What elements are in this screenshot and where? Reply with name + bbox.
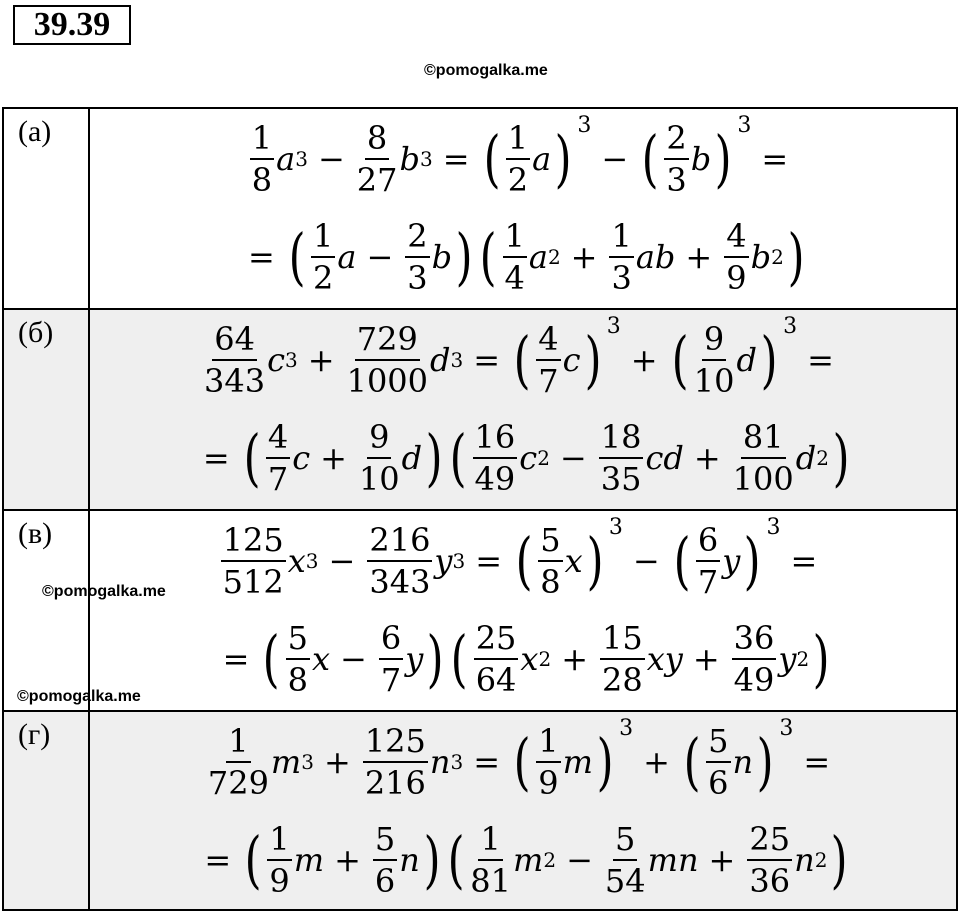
variable: b [690, 140, 712, 178]
variable: a [528, 237, 548, 276]
denominator: 343 [369, 563, 431, 601]
numerator: 1 [609, 216, 633, 258]
denominator: 343 [204, 362, 266, 400]
fraction [208, 721, 269, 803]
variable: m [512, 840, 544, 879]
numerator: 1 [267, 819, 291, 861]
fraction [538, 520, 562, 602]
variable: c [519, 438, 538, 477]
denominator: 7 [267, 459, 289, 498]
fraction [536, 721, 560, 803]
fraction [605, 819, 646, 901]
exponent: 3 [305, 549, 319, 573]
denominator: 10 [693, 362, 735, 400]
operator: = [202, 438, 230, 477]
denominator: 4 [504, 258, 525, 297]
solution-row [3, 309, 957, 510]
fraction [694, 319, 735, 401]
numerator: 4 [724, 216, 748, 258]
operator: − [632, 542, 660, 580]
variable: m [293, 840, 325, 879]
operator: = [247, 237, 275, 276]
variable: n [429, 743, 451, 781]
operator: + [570, 237, 598, 276]
numerator: 5 [538, 520, 562, 562]
variable: b [399, 140, 420, 178]
denominator: 2 [313, 258, 334, 297]
denominator: 9 [726, 258, 747, 297]
left-paren: ( [451, 621, 469, 695]
right-paren: ) [426, 621, 444, 695]
fraction [473, 417, 518, 499]
fraction [266, 417, 290, 499]
numerator: 18 [599, 417, 644, 459]
variable: xy [646, 639, 683, 678]
operator: = [761, 140, 789, 178]
operator: + [324, 743, 351, 781]
exponent: 3 [452, 549, 466, 573]
left-paren: ( [263, 621, 280, 695]
left-paren: ( [479, 219, 497, 293]
left-paren: ( [683, 725, 701, 798]
denominator: 100 [732, 459, 794, 498]
denominator: 8 [251, 161, 273, 199]
numerator: 729 [355, 319, 420, 361]
part-label: (а) [3, 108, 89, 309]
fraction [286, 618, 310, 700]
numerator: 9 [702, 319, 726, 361]
exponent: 2 [816, 445, 829, 470]
right-paren: ) [714, 122, 732, 195]
equation-line [90, 410, 956, 505]
right-paren: ) [584, 323, 602, 396]
numerator: 2 [664, 118, 688, 160]
numerator: 4 [266, 417, 290, 459]
denominator: 9 [269, 861, 290, 900]
operator: = [204, 840, 232, 879]
operator: = [473, 743, 501, 781]
equation-cell [89, 711, 957, 910]
left-paren: ( [449, 420, 467, 494]
exponent: 2 [543, 847, 557, 872]
exponent: 2 [547, 244, 561, 269]
problem-number: 39.39 [13, 5, 131, 45]
denominator: 7 [380, 660, 402, 699]
exponent: 3 [301, 750, 314, 774]
numerator: 1 [536, 721, 560, 763]
variable: c [292, 438, 311, 477]
watermark: ©pomogalka.me [42, 583, 166, 600]
fraction [221, 520, 286, 602]
numerator: 1 [506, 118, 530, 160]
denominator: 3 [666, 161, 687, 199]
variable: d [736, 341, 757, 379]
left-paren: ( [641, 122, 659, 195]
solution-row [3, 510, 957, 711]
fraction [503, 216, 527, 298]
numerator: 125 [363, 721, 428, 763]
variable: a [532, 140, 552, 178]
denominator: 512 [222, 563, 284, 601]
right-paren: ) [586, 524, 604, 597]
equation-cell [89, 309, 957, 510]
operator: + [708, 840, 736, 879]
variable: c [267, 341, 286, 379]
watermark: ©pomogalka.me [424, 62, 548, 79]
operator: − [328, 542, 356, 580]
exponent: 3 [619, 715, 634, 741]
denominator: 9 [538, 764, 559, 802]
denominator: 1000 [346, 362, 429, 400]
equation-line [90, 611, 956, 706]
operator: + [320, 438, 347, 477]
exponent: 2 [537, 445, 550, 470]
variable: c [562, 341, 581, 379]
denominator: 3 [611, 258, 632, 297]
numerator: 1 [503, 216, 527, 258]
solution-row [3, 711, 957, 910]
right-paren: ) [423, 822, 441, 896]
equation-line [90, 712, 956, 812]
exponent: 2 [796, 646, 810, 671]
variable: d [430, 341, 451, 379]
left-paren: ( [513, 725, 531, 798]
exponent: 2 [771, 244, 784, 269]
operator: + [643, 743, 670, 781]
numerator: 9 [367, 417, 391, 459]
left-paren: ( [244, 822, 262, 896]
variable: d [401, 438, 423, 477]
right-paren: ) [812, 621, 830, 695]
left-paren: ( [673, 524, 691, 597]
operator: + [693, 438, 721, 477]
variable: a [276, 140, 296, 178]
denominator: 49 [733, 660, 775, 699]
numerator: 81 [741, 417, 786, 459]
operator: − [559, 438, 587, 477]
variable: b [750, 237, 772, 276]
exponent: 3 [737, 112, 752, 138]
fraction [599, 417, 644, 499]
variable: ab [635, 237, 676, 276]
denominator: 3 [407, 258, 428, 297]
right-paren: ) [787, 219, 805, 293]
solution-table [2, 107, 958, 911]
operator: − [601, 140, 629, 178]
variable: x [564, 542, 583, 580]
right-paren: ) [455, 219, 473, 293]
left-paren: ( [513, 323, 531, 396]
operator: = [803, 743, 831, 781]
denominator: 10 [358, 459, 400, 498]
denominator: 49 [474, 459, 516, 498]
equation-line [90, 310, 956, 410]
part-label: (в) [3, 510, 89, 711]
numerator: 2 [405, 216, 429, 258]
fraction [250, 118, 274, 200]
variable: mn [647, 840, 699, 879]
right-paren: ) [554, 122, 572, 195]
left-paren: ( [243, 420, 261, 494]
watermark: ©pomogalka.me [17, 688, 141, 705]
exponent: 3 [285, 348, 298, 372]
exponent: 2 [538, 646, 552, 671]
operator: − [317, 140, 345, 178]
exponent: 3 [783, 313, 798, 339]
denominator: 216 [364, 764, 426, 802]
fraction [359, 417, 400, 499]
denominator: 8 [287, 660, 308, 699]
denominator: 27 [356, 161, 398, 199]
solution-row [3, 108, 957, 309]
equation-line [90, 109, 956, 209]
right-paren: ) [832, 420, 850, 494]
variable: y [405, 639, 424, 678]
left-paren: ( [447, 822, 465, 896]
exponent: 3 [606, 313, 621, 339]
numerator: 1 [226, 721, 250, 763]
denominator: 36 [749, 861, 791, 900]
numerator: 15 [600, 618, 645, 660]
right-paren: ) [760, 323, 778, 396]
operator: − [340, 639, 367, 678]
denominator: 2 [507, 161, 529, 199]
operator: = [790, 542, 818, 580]
variable: cd [645, 438, 684, 477]
right-paren: ) [425, 420, 443, 494]
numerator: 64 [212, 319, 257, 361]
part-label: (б) [3, 309, 89, 510]
fraction [747, 819, 792, 901]
operator: + [334, 840, 361, 879]
operator: = [473, 341, 501, 379]
numerator: 216 [367, 520, 432, 562]
left-paren: ( [515, 524, 533, 597]
variable: y [434, 542, 453, 580]
fraction [363, 721, 428, 803]
right-paren: ) [743, 524, 761, 597]
denominator: 729 [207, 764, 269, 802]
numerator: 6 [379, 618, 403, 660]
numerator: 125 [221, 520, 286, 562]
denominator: 35 [600, 459, 642, 498]
denominator: 7 [697, 563, 719, 601]
fraction [474, 618, 519, 700]
operator: = [807, 341, 834, 379]
exponent: 3 [419, 147, 433, 171]
right-paren: ) [831, 822, 848, 896]
variable: n [794, 840, 815, 879]
variable: n [732, 743, 754, 781]
numerator: 8 [365, 118, 389, 160]
exponent: 3 [295, 147, 308, 171]
numerator: 36 [732, 618, 777, 660]
variable: y [722, 542, 741, 580]
denominator: 81 [470, 861, 511, 900]
variable: x [311, 639, 331, 678]
fraction [732, 618, 777, 700]
equation-line [90, 812, 956, 907]
operator: + [630, 341, 658, 379]
variable: n [399, 840, 420, 879]
denominator: 7 [538, 362, 559, 400]
operator: = [475, 542, 503, 580]
denominator: 64 [475, 660, 517, 699]
fraction [367, 520, 432, 602]
numerator: 6 [696, 520, 720, 562]
fraction [600, 618, 645, 700]
denominator: 8 [540, 563, 561, 601]
right-paren: ) [756, 725, 774, 798]
exponent: 3 [779, 715, 794, 741]
fraction [733, 417, 794, 499]
operator: + [685, 237, 713, 276]
numerator: 5 [373, 819, 397, 861]
exponent: 3 [450, 348, 464, 372]
operator: + [692, 639, 720, 678]
equation-cell [89, 510, 957, 711]
variable: y [778, 639, 797, 678]
left-paren: ( [483, 122, 501, 195]
operator: + [561, 639, 588, 678]
fraction [609, 216, 633, 298]
exponent: 3 [577, 112, 592, 138]
operator: = [222, 639, 250, 678]
variable: m [270, 743, 302, 781]
denominator: 28 [602, 660, 643, 699]
right-paren: ) [596, 725, 614, 798]
numerator: 5 [706, 721, 730, 763]
part-label: (г) [3, 711, 89, 910]
numerator: 5 [286, 618, 310, 660]
operator: = [442, 140, 470, 178]
numerator: 25 [747, 819, 792, 861]
numerator: 5 [613, 819, 637, 861]
fraction [405, 216, 429, 298]
fraction [311, 216, 335, 298]
exponent: 3 [608, 514, 623, 540]
fraction [470, 819, 511, 901]
exponent: 3 [450, 750, 464, 774]
left-paren: ( [671, 323, 689, 396]
variable: x [520, 639, 539, 678]
variable: d [795, 438, 817, 477]
denominator: 54 [604, 861, 646, 900]
fraction [267, 819, 291, 901]
variable: m [562, 743, 593, 781]
fraction [379, 618, 403, 700]
fraction [664, 118, 688, 200]
operator: − [366, 237, 394, 276]
equation-line [90, 511, 956, 611]
fraction [696, 520, 720, 602]
exponent: 2 [814, 847, 828, 872]
fraction [373, 819, 397, 901]
numerator: 1 [250, 118, 274, 160]
equation-line [90, 209, 956, 304]
fraction [536, 319, 560, 401]
fraction [357, 118, 398, 200]
fraction [724, 216, 748, 298]
exponent: 3 [766, 514, 781, 540]
equation-cell [89, 108, 957, 309]
fraction [706, 721, 730, 803]
denominator: 6 [374, 861, 396, 900]
operator: − [566, 840, 593, 879]
left-paren: ( [288, 219, 306, 293]
numerator: 25 [474, 618, 519, 660]
fraction [204, 319, 265, 401]
numerator: 4 [536, 319, 560, 361]
numerator: 1 [478, 819, 502, 861]
numerator: 1 [311, 216, 335, 258]
denominator: 6 [708, 764, 729, 802]
operator: + [307, 341, 335, 379]
numerator: 16 [473, 417, 518, 459]
fraction [347, 319, 428, 401]
variable: a [337, 237, 357, 276]
variable: b [431, 237, 453, 276]
variable: x [287, 542, 306, 580]
fraction [506, 118, 530, 200]
